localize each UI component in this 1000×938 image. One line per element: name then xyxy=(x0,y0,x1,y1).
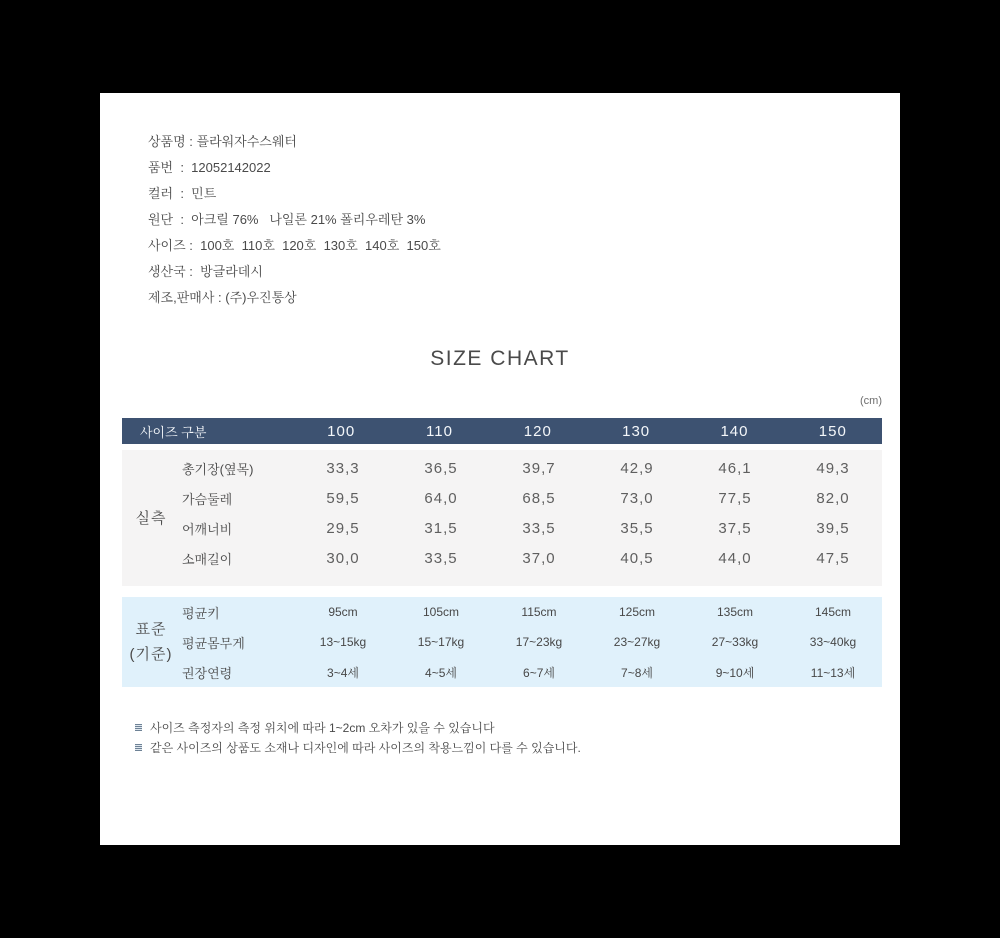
value-cell: 36,5 xyxy=(424,459,458,477)
row-label: 가슴둘레 xyxy=(182,491,233,507)
value-cell: 135cm xyxy=(716,605,754,619)
value-cell: 49,3 xyxy=(816,459,850,477)
size-chart-title: SIZE CHART xyxy=(430,347,570,370)
header-size-column: 120 xyxy=(523,422,552,440)
measured-section xyxy=(122,450,882,586)
value-cell: 17~23kg xyxy=(515,635,563,649)
striped-square-bullet-icon xyxy=(135,744,142,751)
value-cell: 37,0 xyxy=(522,550,556,568)
value-cell: 39,7 xyxy=(522,459,556,477)
value-cell: 46,1 xyxy=(718,459,752,477)
product-info-line: 상품명 : 플라워자수스웨터 xyxy=(148,134,297,149)
header-size-label: 사이즈 구분 xyxy=(140,424,207,440)
value-cell: 13~15kg xyxy=(319,635,367,649)
product-info-line: 품번 : 12052142022 xyxy=(148,160,271,175)
value-cell: 7~8세 xyxy=(621,665,653,680)
header-size-column: 130 xyxy=(622,422,651,440)
value-cell: 9~10세 xyxy=(715,665,755,680)
table-row xyxy=(180,657,882,687)
value-cell: 64,0 xyxy=(424,489,458,507)
unit-label: (cm) xyxy=(860,395,882,407)
value-cell: 29,5 xyxy=(326,520,360,538)
value-cell: 33,3 xyxy=(326,459,360,477)
row-label: 평균키 xyxy=(182,605,220,621)
value-cell: 39,5 xyxy=(816,520,850,538)
value-cell: 73,0 xyxy=(620,489,654,507)
row-label: 어깨너비 xyxy=(182,522,233,538)
footnotes xyxy=(135,717,581,757)
product-info-line: 원단 : 아크릴 76% 나일론 21% 폴리우레탄 3% xyxy=(148,212,426,227)
value-cell: 30,0 xyxy=(326,550,360,568)
header-size-column: 110 xyxy=(426,422,453,440)
value-cell: 40,5 xyxy=(620,550,654,568)
value-cell: 44,0 xyxy=(718,550,752,568)
value-cell: 59,5 xyxy=(326,489,360,507)
content-panel xyxy=(100,93,900,845)
table-body xyxy=(122,450,882,687)
table-row xyxy=(180,544,882,574)
value-cell: 95cm xyxy=(328,605,358,619)
value-cell: 145cm xyxy=(814,605,852,619)
value-cell: 105cm xyxy=(422,605,460,619)
value-cell: 42,9 xyxy=(620,459,654,477)
striped-square-bullet-icon xyxy=(135,724,142,731)
size-chart-table xyxy=(122,418,882,687)
section-group-label-line: 표준 xyxy=(135,621,167,638)
section-group-label xyxy=(122,450,180,586)
value-cell: 82,0 xyxy=(816,489,850,507)
table-row xyxy=(180,597,882,627)
value-cell: 68,5 xyxy=(522,489,556,507)
table-header-row xyxy=(122,418,882,444)
value-cell: 125cm xyxy=(618,605,656,619)
product-info-line: 컬러 : 민트 xyxy=(148,186,217,201)
value-cell: 33,5 xyxy=(424,550,458,568)
value-cell: 47,5 xyxy=(816,550,850,568)
section-rows xyxy=(180,597,882,687)
value-cell: 37,5 xyxy=(718,520,752,538)
table-row xyxy=(180,453,882,483)
footnote-text: 같은 사이즈의 상품도 소재나 디자인에 따라 사이즈의 착용느낌이 다를 수 있습니다. xyxy=(150,740,581,755)
row-label: 소매길이 xyxy=(182,552,233,568)
value-cell: 11~13세 xyxy=(810,665,856,680)
table-gap xyxy=(122,586,882,597)
product-info-line: 사이즈 : 100호 110호 120호 130호 140호 150호 xyxy=(148,238,441,253)
value-cell: 23~27kg xyxy=(613,635,661,649)
value-cell: 15~17kg xyxy=(417,635,465,649)
product-info-line: 생산국 : 방글라데시 xyxy=(148,264,263,279)
value-cell: 31,5 xyxy=(424,520,458,538)
value-cell: 35,5 xyxy=(620,520,654,538)
value-cell: 115cm xyxy=(521,605,557,619)
footnote xyxy=(135,737,581,757)
header-size-column: 100 xyxy=(327,422,356,440)
product-info-line: 제조,판매사 : (주)우진통상 xyxy=(148,290,297,305)
product-info xyxy=(148,129,441,311)
value-cell: 6~7세 xyxy=(523,665,555,680)
table-row xyxy=(180,514,882,544)
value-cell: 77,5 xyxy=(718,489,752,507)
table-row xyxy=(180,483,882,513)
table-row xyxy=(180,627,882,657)
section-group-label-line: 실측 xyxy=(135,509,167,527)
section-group-label-line: (기준) xyxy=(129,646,173,663)
row-label: 총기장(옆목) xyxy=(182,461,254,477)
value-cell: 4~5세 xyxy=(425,665,457,680)
header-size-column: 150 xyxy=(818,422,847,440)
header-size-column: 140 xyxy=(720,422,749,440)
row-label: 평균몸무게 xyxy=(182,635,245,651)
value-cell: 3~4세 xyxy=(327,665,359,680)
footnote xyxy=(135,717,581,737)
section-rows xyxy=(180,450,882,586)
value-cell: 33,5 xyxy=(522,520,556,538)
row-label: 권장연령 xyxy=(182,665,233,681)
footnote-text: 사이즈 측정자의 측정 위치에 따라 1~2cm 오차가 있을 수 있습니다 xyxy=(150,720,495,735)
value-cell: 33~40kg xyxy=(809,635,857,649)
value-cell: 27~33kg xyxy=(711,635,759,649)
section-group-label xyxy=(122,597,180,687)
standard-section xyxy=(122,597,882,687)
